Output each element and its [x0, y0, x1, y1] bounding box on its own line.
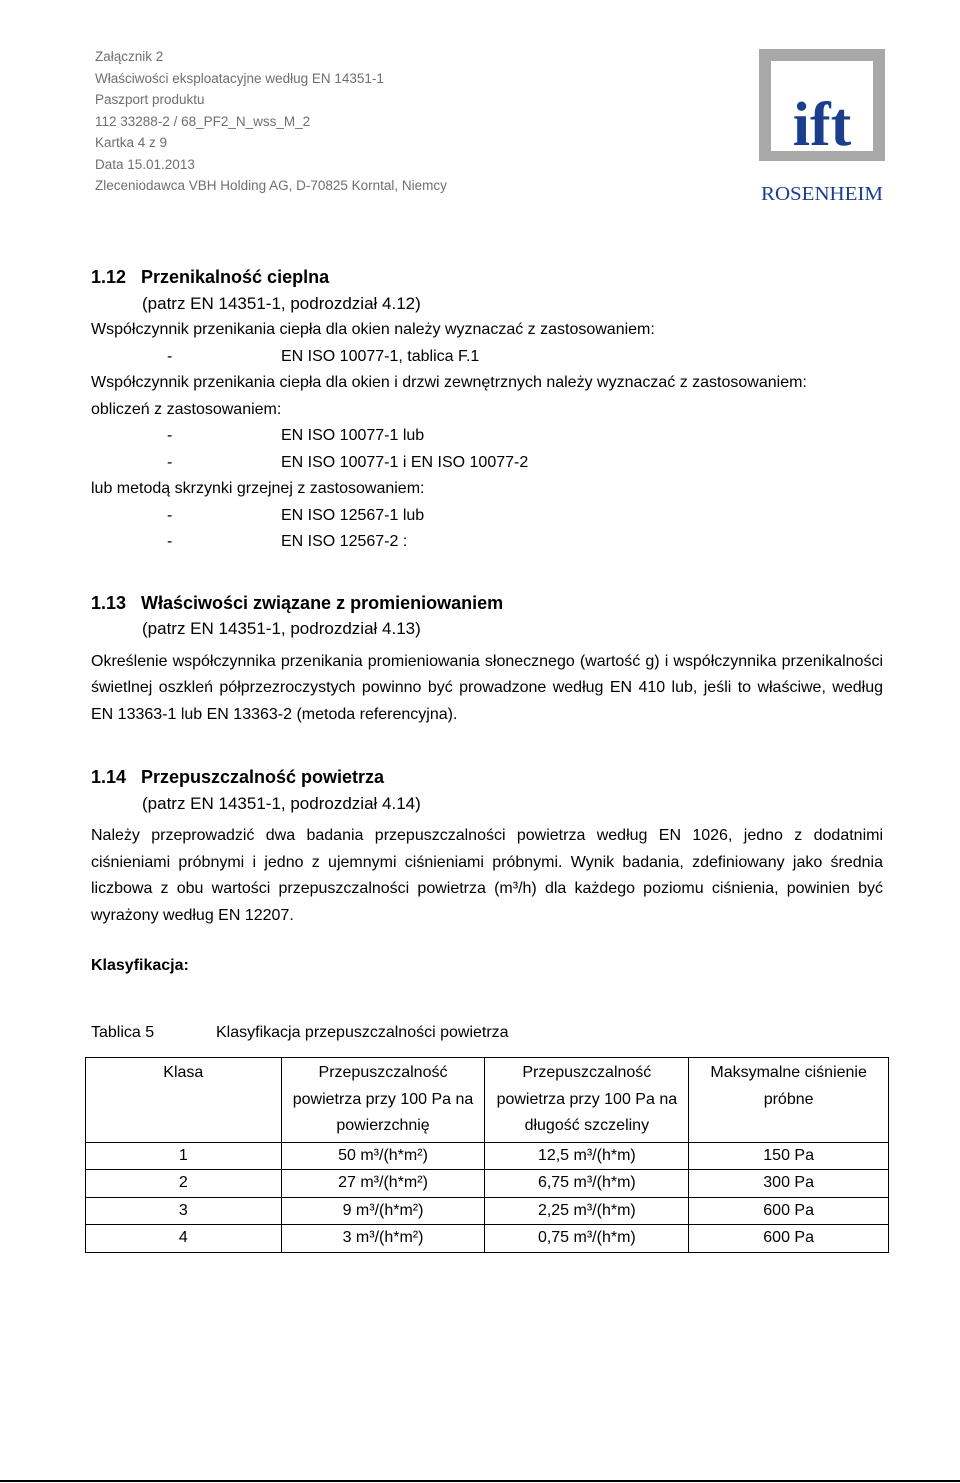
cell-per-area: 50 m³/(h*m²) — [281, 1142, 485, 1170]
cell-per-area: 27 m³/(h*m²) — [281, 1170, 485, 1198]
cell-per-length: 0,75 m³/(h*m) — [485, 1225, 689, 1253]
cell-class: 4 — [86, 1225, 282, 1253]
table-row — [86, 1197, 889, 1225]
logo-frame-cutout — [759, 161, 885, 175]
air-permeability-table — [85, 1057, 889, 1253]
col-header-per-length: Przepuszczalność powietrza przy 100 Pa na długość szczeliny — [485, 1058, 689, 1143]
ift-rosenheim-logo — [757, 49, 887, 209]
section-number: 1.14 — [91, 767, 127, 787]
section-number: 1.12 — [91, 267, 127, 287]
table-number: Tablica 5 — [91, 1024, 155, 1041]
section-heading — [91, 764, 883, 791]
logo-rosenheim-text: ROSENHEIM — [761, 183, 884, 205]
bullet-dash: - — [167, 506, 173, 524]
section-reference: (patrz EN 14351-1, podrozdział 4.14) — [142, 793, 421, 813]
col-header-class: Klasa — [86, 1058, 282, 1143]
paragraph: Należy przeprowadzić dwa badania przepuszczalności powietrza według EN 1026, jedno z dodatnimi ciśnieniami próbnymi i jedno z ujemnymi ciśnieniami próbnymi. Wynik badania, zdefiniowany jako średnia liczbowa z obu wartości przepuszczalności powietrza (m³/h) dla każdego poziomu ciśnienia, powinien być wyrażony według EN 12207. — [91, 827, 883, 924]
cell-per-length: 12,5 m³/(h*m) — [485, 1142, 689, 1170]
table-title: Klasyfikacja przepuszczalności powietrza — [216, 1024, 509, 1041]
list-item — [91, 503, 883, 530]
table-row — [86, 1170, 889, 1198]
section-title: Przepuszczalność powietrza — [141, 767, 385, 787]
main-content — [91, 264, 883, 980]
table-row — [86, 1225, 889, 1253]
cell-per-length: 2,25 m³/(h*m) — [485, 1197, 689, 1225]
footer-rule — [0, 1480, 960, 1482]
paragraph: Określenie współczynnika przenikania promieniowania słonecznego (wartość g) i współczynnika przenikalności świetlnej oszkleń półprzezroczystych powinno być prowadzone według EN 410 lub, jeśli to właściwe, według EN 13363-1 lub EN 13363-2 (metoda referencyjna). — [91, 652, 883, 723]
section-heading — [91, 264, 883, 291]
header-date: Data 15.01.2013 — [95, 156, 195, 172]
section-heading — [91, 590, 883, 617]
table-row — [86, 1142, 889, 1170]
list-item-text: EN ISO 10077-1 i EN ISO 10077-2 — [281, 453, 529, 471]
list-item — [91, 423, 883, 450]
list-item — [91, 344, 883, 371]
cell-pressure: 150 Pa — [689, 1142, 889, 1170]
logo-ift-text: ift — [792, 91, 852, 159]
bullet-dash: - — [167, 427, 173, 444]
section-reference: (patrz EN 14351-1, podrozdział 4.12) — [142, 293, 421, 313]
list-item — [91, 529, 883, 556]
table-caption — [91, 1024, 509, 1042]
list-item — [91, 450, 883, 477]
paragraph: obliczeń z zastosowaniem: — [91, 400, 282, 418]
col-header-per-area: Przepuszczalność powietrza przy 100 Pa na powierzchnię — [281, 1058, 485, 1143]
cell-pressure: 600 Pa — [689, 1197, 889, 1225]
header-page: Kartka 4 z 9 — [95, 135, 168, 150]
bullet-dash: - — [167, 533, 173, 550]
list-item-text: EN ISO 10077-1, tablica F.1 — [281, 347, 480, 365]
cell-class: 2 — [86, 1170, 282, 1198]
classification-label: Klasyfikacja: — [91, 957, 189, 974]
cell-class: 3 — [86, 1197, 282, 1225]
list-item-text: EN ISO 12567-2 : — [281, 533, 408, 550]
header-annex: Załącznik 2 — [95, 49, 164, 64]
cell-class: 1 — [86, 1142, 282, 1170]
cell-per-area: 3 m³/(h*m²) — [281, 1225, 485, 1253]
header-subject: Właściwości eksploatacyjne według EN 14351-1 — [95, 70, 384, 86]
table-header-row — [86, 1058, 889, 1143]
bullet-dash: - — [167, 347, 173, 365]
header-client: Zleceniodawca VBH Holding AG, D-70825 Korntal, Niemcy — [95, 178, 447, 193]
section-title: Właściwości związane z promieniowaniem — [141, 592, 504, 613]
paragraph: Współczynnik przenikania ciepła dla okien należy wyznaczać z zastosowaniem: — [91, 321, 655, 338]
paragraph: lub metodą skrzynki grzejnej z zastosowaniem: — [91, 480, 425, 497]
list-item-text: EN ISO 12567-1 lub — [281, 506, 425, 524]
col-header-max-pressure: Maksymalne ciśnienie próbne — [689, 1058, 889, 1143]
cell-per-length: 6,75 m³/(h*m) — [485, 1170, 689, 1198]
header-passport: Paszport produktu — [95, 92, 205, 107]
header-report-number: 112 33288-2 / 68_PF2_N_wss_M_2 — [95, 113, 311, 129]
cell-per-area: 9 m³/(h*m²) — [281, 1197, 485, 1225]
document-header — [95, 46, 447, 197]
section-number: 1.13 — [91, 592, 127, 613]
cell-pressure: 600 Pa — [689, 1225, 889, 1253]
section-reference: (patrz EN 14351-1, podrozdział 4.13) — [142, 619, 421, 638]
cell-pressure: 300 Pa — [689, 1170, 889, 1198]
bullet-dash: - — [167, 453, 173, 471]
paragraph: Współczynnik przenikania ciepła dla okien i drzwi zewnętrznych należy wyznaczać z zastosowaniem: — [91, 374, 807, 391]
list-item-text: EN ISO 10077-1 lub — [281, 427, 425, 444]
section-title: Przenikalność cieplna — [141, 267, 330, 287]
